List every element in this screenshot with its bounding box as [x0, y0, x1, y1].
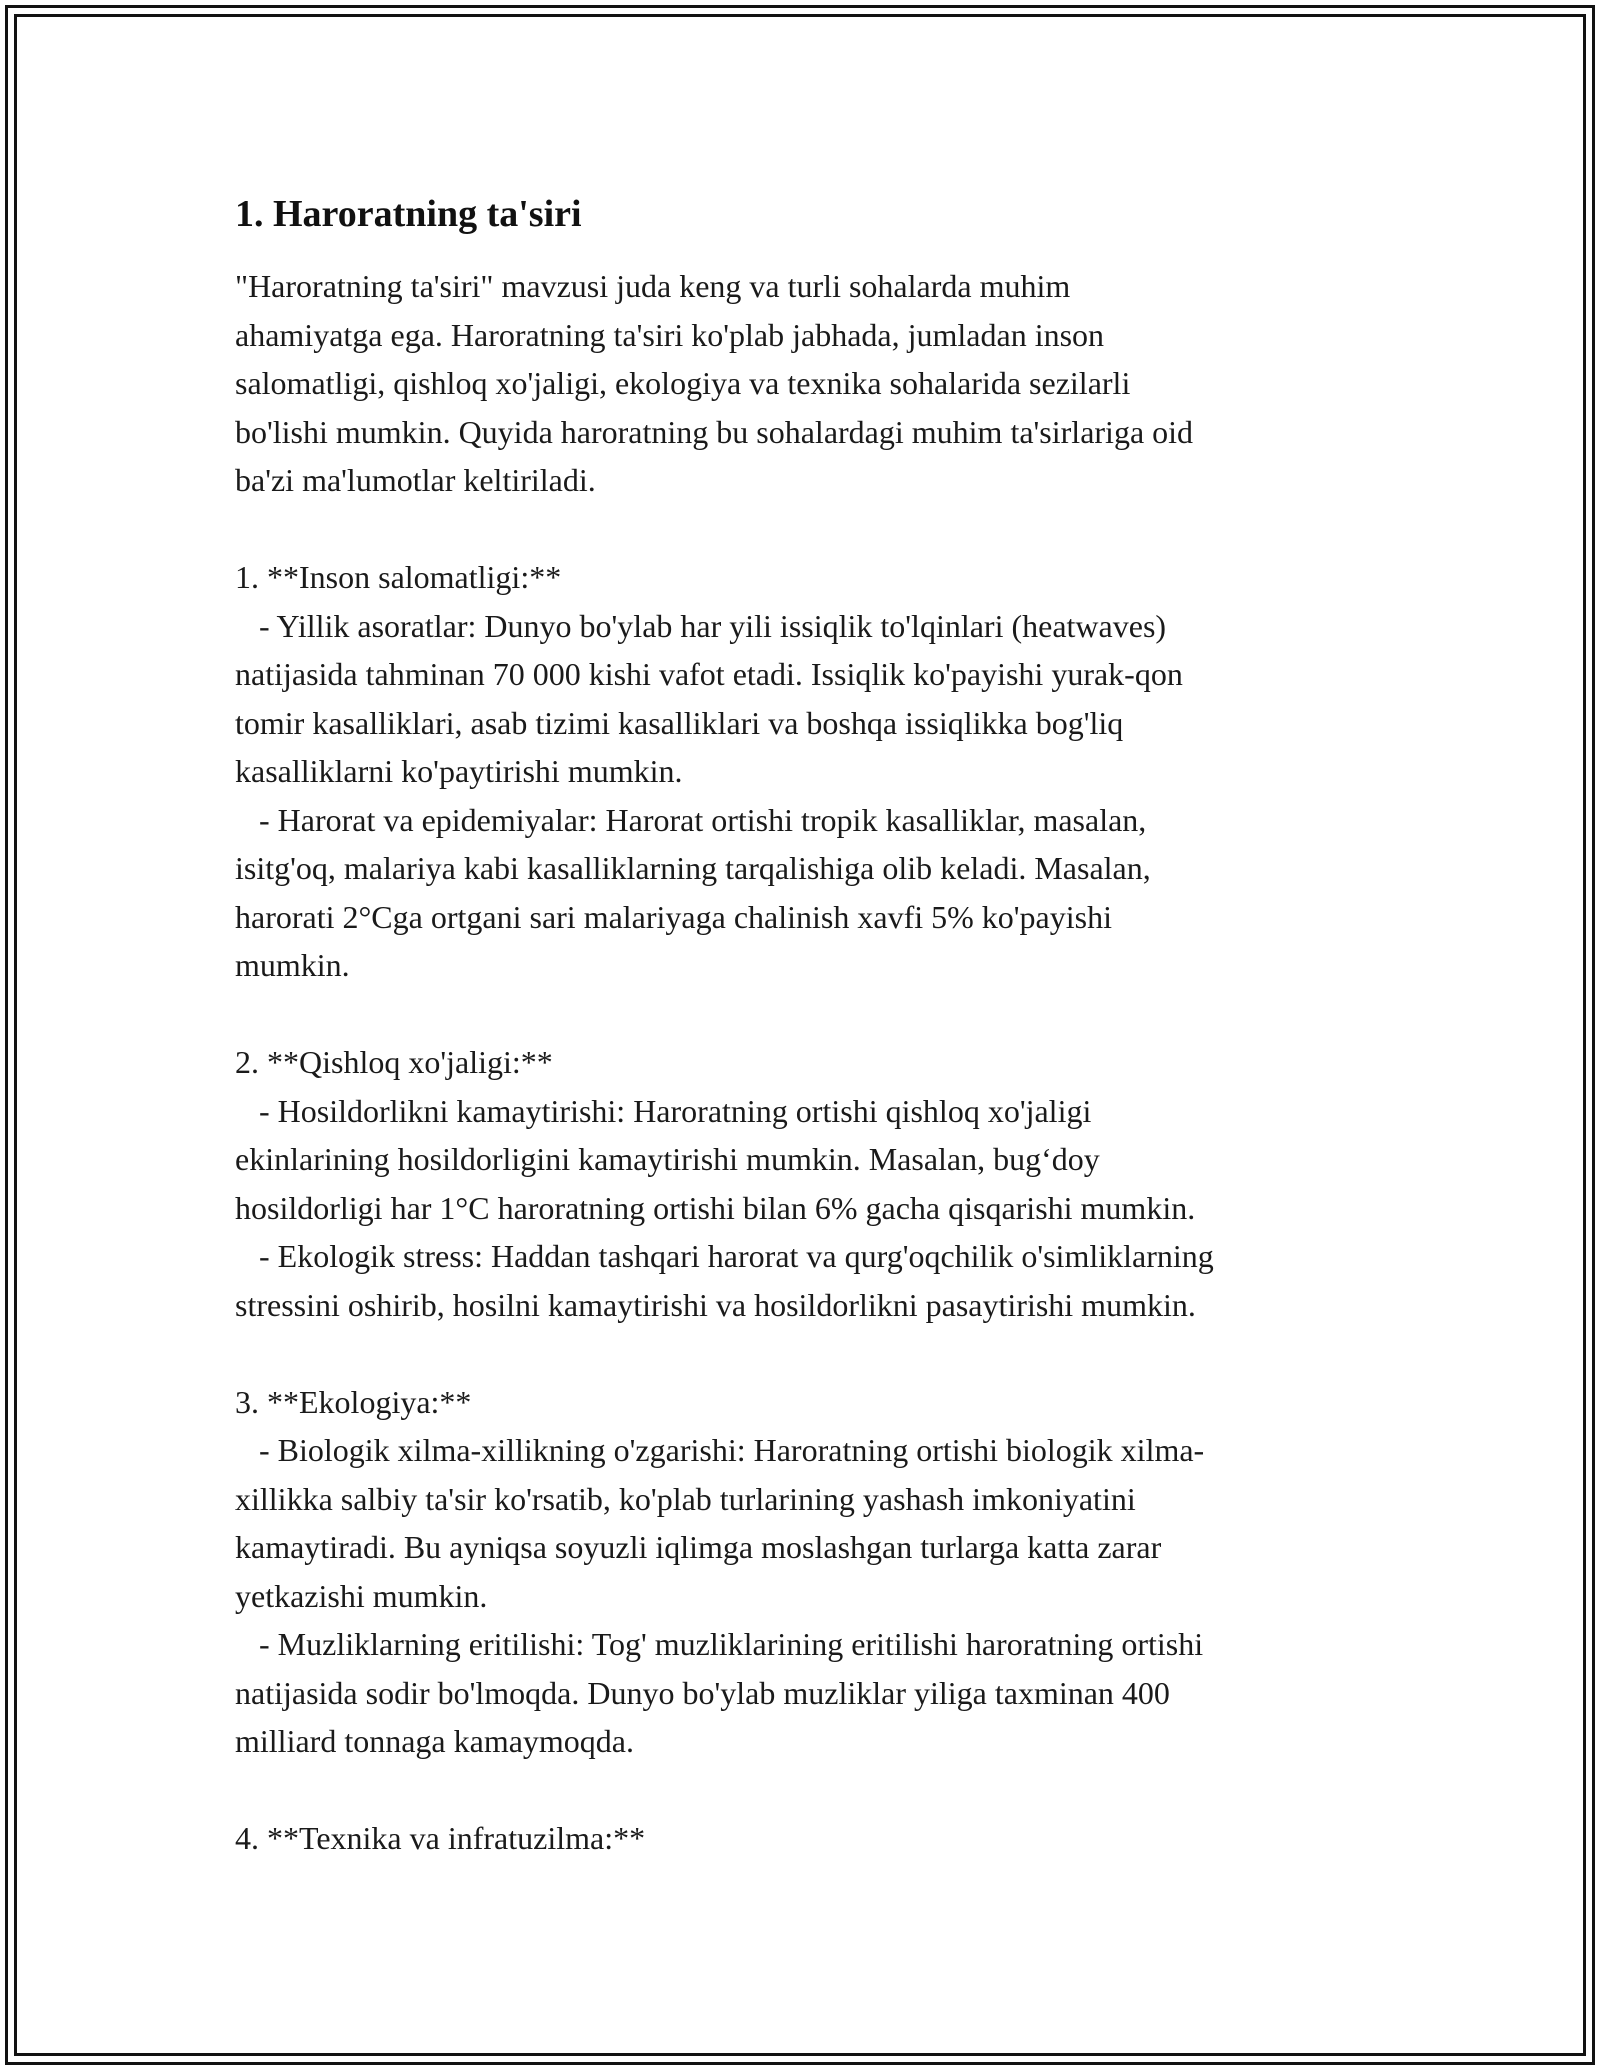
section-line: mumkin. — [235, 947, 350, 983]
section-heading: 2. **Qishloq xo'jaligi:** — [235, 1044, 553, 1080]
intro-line: ahamiyatga ega. Haroratning ta'siri ko'plab jabhada, jumladan inson — [235, 316, 1105, 353]
intro-paragraph — [235, 262, 1375, 505]
paragraph-gap — [235, 990, 1375, 1039]
paragraph-gap — [235, 1329, 1375, 1378]
section-line: - Ekologik stress: Haddan tashqari harorat va qurg'oqchilik o'simliklarning — [235, 1238, 1214, 1274]
section-line: - Yillik asoratlar: Dunyo bo'ylab har yili issiqlik to'lqinlari (heatwaves) — [235, 607, 1167, 644]
paragraph-gap — [235, 1766, 1375, 1815]
section-heading: 3. **Ekologiya:** — [235, 1383, 472, 1420]
section-line: - Muzliklarning eritilishi: Tog' muzliklarining eritilishi haroratning ortishi — [235, 1626, 1204, 1662]
section-line: ekinlarining hosildorligini kamaytirishi mumkin. Masalan, bug‘doy — [235, 1141, 1100, 1177]
intro-line: bo'lishi mumkin. Quyida haroratning bu sohalardagi muhim ta'sirlariga oid — [235, 413, 1194, 450]
section-line: stressini oshirib, hosilni kamaytirishi va hosildorlikni pasaytirishi mumkin. — [235, 1286, 1196, 1323]
section-line: natijasida sodir bo'lmoqda. Dunyo bo'ylab muzliklar yiliga taxminan 400 — [235, 1674, 1170, 1711]
intro-line: ba'zi ma'lumotlar keltiriladi. — [235, 462, 596, 498]
section-line: kamaytiradi. Bu ayniqsa soyuzli iqlimga moslashgan turlarga katta zarar — [235, 1529, 1162, 1565]
paragraph-gap — [235, 505, 1375, 554]
intro-line: salomatligi, qishloq xo'jaligi, ekologiya va texnika sohalarida sezilarli — [235, 365, 1131, 401]
section-line: - Hosildorlikni kamaytirishi: Haroratning ortishi qishloq xo'jaligi — [235, 1092, 1092, 1129]
section-line: - Harorat va epidemiyalar: Harorat ortishi tropik kasalliklar, masalan, — [235, 801, 1147, 838]
section-line: xillikka salbiy ta'sir ko'rsatib, ko'plab turlarining yashash imkoniyatini — [235, 1480, 1136, 1517]
section-ecology — [235, 1378, 1375, 1766]
section-line: kasalliklarni ko'paytirishi mumkin. — [235, 753, 683, 789]
section-line: yetkazishi mumkin. — [235, 1577, 488, 1614]
section-health — [235, 553, 1375, 990]
section-line: harorati 2°Cga ortgani sari malariyaga chalinish xavfi 5% ko'payishi — [235, 898, 1112, 935]
section-agriculture — [235, 1038, 1375, 1329]
section-line: milliard tonnaga kamaymoqda. — [235, 1723, 634, 1759]
document-body — [235, 186, 1375, 1863]
section-technology — [235, 1814, 1375, 1863]
section-heading: 1. **Inson salomatligi:** — [235, 559, 562, 595]
section-line: hosildorligi har 1°C haroratning ortishi bilan 6% gacha qisqarishi mumkin. — [235, 1189, 1196, 1226]
section-line: tomir kasalliklari, asab tizimi kasalliklari va boshqa issiqlikka bog'liq — [235, 704, 1124, 741]
section-heading: 4. **Texnika va infratuzilma:** — [235, 1820, 646, 1856]
section-line: isitg'oq, malariya kabi kasalliklarning tarqalishiga olib keladi. Masalan, — [235, 850, 1151, 886]
section-line: - Biologik xilma-xillikning o'zgarishi: Haroratning ortishi biologik xilma- — [235, 1432, 1205, 1468]
intro-line: "Haroratning ta'siri" mavzusi juda keng va turli sohalarda muhim — [235, 268, 1071, 304]
page-title: 1. Haroratning ta'siri — [235, 193, 582, 235]
section-line: natijasida tahminan 70 000 kishi vafot etadi. Issiqlik ko'payishi yurak-qon — [235, 656, 1183, 692]
